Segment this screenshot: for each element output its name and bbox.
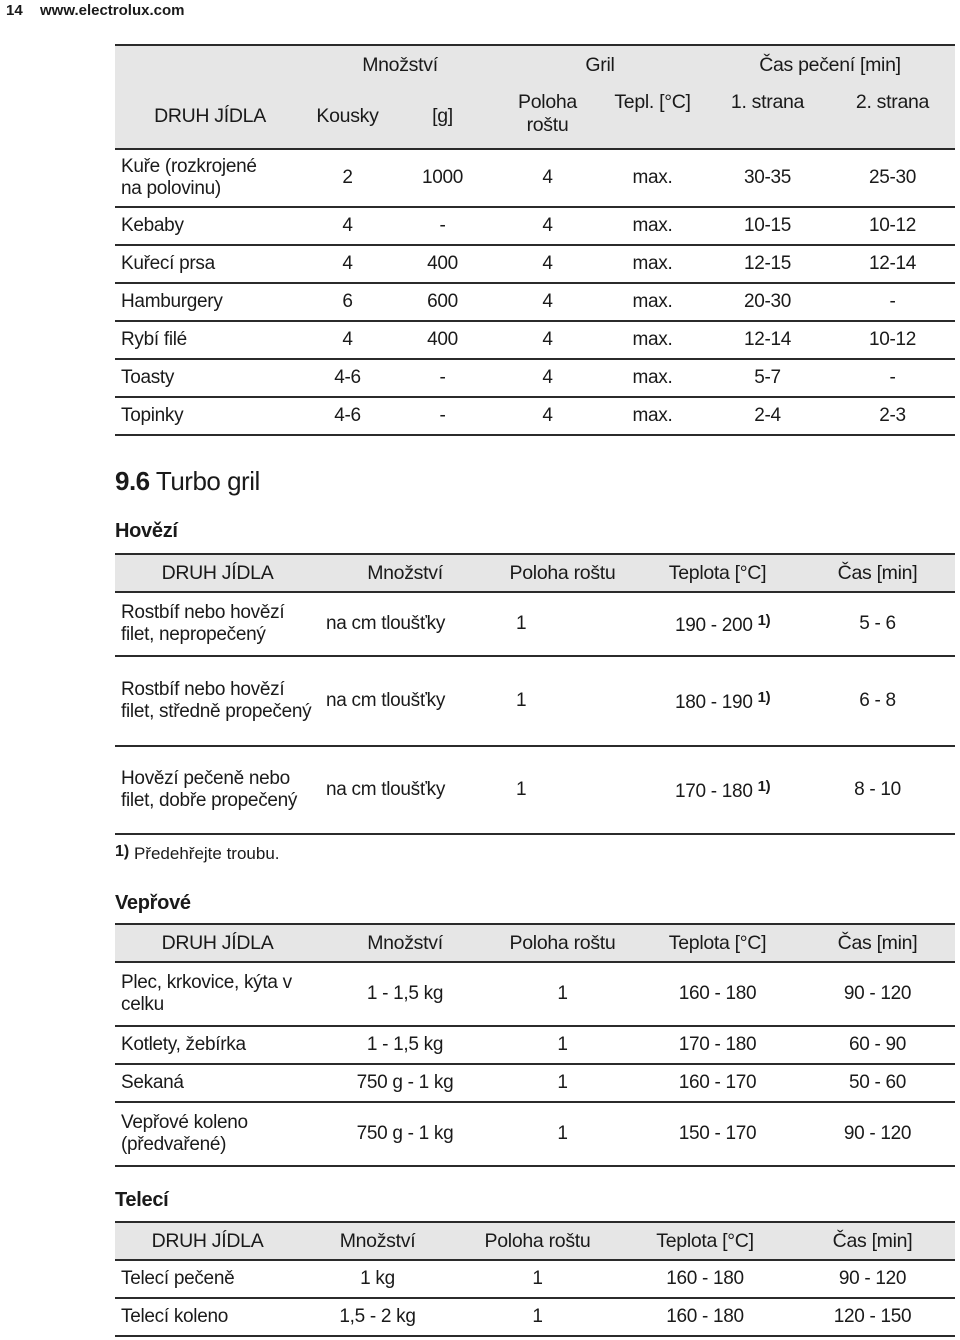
- cell-time: 6 - 8: [800, 656, 955, 746]
- cell-side1: 30-35: [743, 167, 792, 188]
- cell-weight: 1000: [421, 167, 464, 188]
- cell-side2: 25-30: [868, 167, 917, 188]
- cell-time: 5 - 6: [859, 613, 896, 634]
- cell-time: 8 - 10: [800, 746, 955, 834]
- cell-shelf: 1: [490, 746, 635, 834]
- cell-quantity: 750 g - 1 kg: [320, 1102, 490, 1166]
- cell-shelf: 4: [542, 167, 553, 188]
- cell-time: 90 - 120: [838, 1268, 907, 1289]
- cell-shelf: 4: [495, 397, 600, 435]
- cell-quantity: 1 - 1,5 kg: [320, 1026, 490, 1064]
- table-row: [115, 592, 955, 656]
- table-row: [115, 283, 955, 321]
- column-header: Množství: [320, 554, 490, 592]
- cell-food: Sekaná: [115, 1064, 320, 1102]
- cell-temp: max.: [600, 397, 705, 435]
- cell-food: Kotlety, žebírka: [115, 1026, 320, 1064]
- cell-pieces: 4-6: [305, 397, 390, 435]
- cell-quantity: 1 kg: [360, 1268, 395, 1289]
- cell-temp: [635, 656, 800, 746]
- cell-side2: 10-12: [830, 207, 955, 245]
- cell-shelf: 4: [495, 359, 600, 397]
- table-row: [115, 1026, 955, 1064]
- column-header: Čas [min]: [800, 924, 955, 962]
- cell-temp: 160 - 180: [678, 983, 757, 1004]
- beef-table: [115, 553, 955, 835]
- column-header: Poloha roštu: [490, 554, 635, 592]
- table-row: [115, 1260, 955, 1298]
- cell-pieces: 4-6: [305, 359, 390, 397]
- veal-table: [115, 1221, 955, 1337]
- cell-temp: [635, 592, 800, 656]
- column-header: [g]: [390, 85, 495, 149]
- table-row: [115, 746, 955, 834]
- cell-side2: 2-3: [830, 397, 955, 435]
- veal-heading: Telecí: [115, 1189, 169, 1211]
- cell-shelf: 1: [557, 983, 568, 1004]
- column-header: Množství: [300, 1222, 455, 1260]
- table-row: [115, 359, 955, 397]
- cell-side2: -: [830, 359, 955, 397]
- cell-temp: max.: [632, 167, 673, 188]
- column-header: DRUH JÍDLA: [115, 554, 320, 592]
- column-header: Kousky: [305, 85, 390, 149]
- cell-shelf: 1: [490, 1064, 635, 1102]
- cell-shelf: 1: [455, 1298, 620, 1336]
- footnote: [115, 843, 280, 864]
- section-number: 9.6: [115, 466, 150, 496]
- cell-food: Kuřecí prsa: [115, 245, 305, 283]
- cell-food: Vepřové koleno (předvařené): [115, 1102, 320, 1166]
- cell-weight: 400: [390, 321, 495, 359]
- cell-side1: 2-4: [705, 397, 830, 435]
- cell-side2: -: [830, 283, 955, 321]
- cell-pieces: 4: [305, 245, 390, 283]
- column-header: Teplota [°C]: [635, 554, 800, 592]
- section-heading: [115, 466, 260, 497]
- column-header: Množství: [320, 924, 490, 962]
- column-header: Čas [min]: [790, 1222, 955, 1260]
- cell-pieces: 2: [342, 167, 353, 188]
- group-header-time: Čas pečení [min]: [705, 45, 955, 85]
- cell-weight: 400: [390, 245, 495, 283]
- table-row: [115, 149, 955, 207]
- cell-side1: 5-7: [705, 359, 830, 397]
- cell-time: 60 - 90: [800, 1026, 955, 1064]
- table-row: [115, 656, 955, 746]
- cell-food: Telecí pečeně: [121, 1268, 235, 1289]
- cell-shelf: 1: [490, 1026, 635, 1064]
- column-header: Čas [min]: [800, 554, 955, 592]
- cell-food: Kebaby: [115, 207, 305, 245]
- cell-food: Kuře (rozkrojené na polovinu): [121, 156, 257, 199]
- column-header: DRUH JÍDLA: [115, 1222, 300, 1260]
- cell-temp: 160 - 180: [620, 1298, 790, 1336]
- cell-weight: -: [390, 359, 495, 397]
- grill-table: [115, 44, 955, 436]
- cell-shelf: 1: [490, 656, 635, 746]
- cell-food: Toasty: [115, 359, 305, 397]
- cell-shelf: 1: [516, 613, 527, 634]
- cell-temp: 170 - 180: [635, 1026, 800, 1064]
- column-header: Poloha roštu: [490, 924, 635, 962]
- column-header: Poloha roštu: [455, 1222, 620, 1260]
- cell-weight: 600: [390, 283, 495, 321]
- column-header: Poloha roštu: [495, 85, 600, 149]
- section-title: Turbo gril: [155, 466, 260, 496]
- column-header: DRUH JÍDLA: [115, 924, 320, 962]
- column-header: Teplota [°C]: [635, 924, 800, 962]
- table-row: [115, 962, 955, 1026]
- cell-time: 50 - 60: [800, 1064, 955, 1102]
- table-row: [115, 397, 955, 435]
- column-header: Teplota [°C]: [620, 1222, 790, 1260]
- cell-side1: 20-30: [705, 283, 830, 321]
- footnote-mark: 1): [115, 843, 130, 860]
- cell-temp: 160 - 180: [666, 1268, 744, 1289]
- cell-food: Hovězí pečeně nebo filet, dobře propečený: [115, 746, 320, 834]
- cell-temp: 160 - 170: [635, 1064, 800, 1102]
- cell-temp: [635, 746, 800, 834]
- cell-side1: 10-15: [705, 207, 830, 245]
- cell-food: Rostbíf nebo hovězí filet, nepropečený: [121, 602, 285, 645]
- cell-time: 90 - 120: [800, 1102, 955, 1166]
- footnote-ref: 1): [757, 688, 771, 706]
- cell-pieces: 4: [305, 321, 390, 359]
- cell-quantity: 750 g - 1 kg: [320, 1064, 490, 1102]
- cell-quantity: 1 - 1,5 kg: [366, 983, 444, 1004]
- beef-heading: Hovězí: [115, 520, 178, 542]
- cell-time: 90 - 120: [843, 983, 912, 1004]
- group-header-quantity: Množství: [305, 45, 495, 85]
- column-header: 1. strana: [705, 85, 830, 149]
- cell-quantity: 1,5 - 2 kg: [300, 1298, 455, 1336]
- cell-quantity: na cm tloušťky: [320, 746, 490, 834]
- cell-side1: 12-14: [705, 321, 830, 359]
- cell-temp: max.: [600, 207, 705, 245]
- footnote-ref: 1): [757, 611, 771, 629]
- cell-food: Rostbíf nebo hovězí filet, středně propečený: [115, 656, 320, 746]
- cell-weight: -: [390, 207, 495, 245]
- website-link[interactable]: www.electrolux.com: [40, 2, 185, 19]
- cell-shelf: 4: [495, 245, 600, 283]
- column-header: Tepl. [°C]: [600, 85, 705, 149]
- cell-pieces: 6: [305, 283, 390, 321]
- pork-table: [115, 923, 955, 1167]
- cell-pieces: 4: [305, 207, 390, 245]
- footnote-text: Předehřejte troubu.: [133, 844, 280, 863]
- cell-food: Rybí filé: [115, 321, 305, 359]
- cell-food: Topinky: [115, 397, 305, 435]
- cell-temp: max.: [600, 359, 705, 397]
- table-row: [115, 207, 955, 245]
- cell-shelf: 1: [532, 1268, 543, 1289]
- cell-food: Plec, krkovice, kýta v celku: [121, 972, 292, 1015]
- page-header: [0, 0, 960, 22]
- table-row: [115, 1298, 955, 1336]
- cell-side2: 12-14: [830, 245, 955, 283]
- cell-side2: 10-12: [830, 321, 955, 359]
- cell-temp: max.: [600, 321, 705, 359]
- cell-shelf: 4: [495, 283, 600, 321]
- cell-side1: 12-15: [705, 245, 830, 283]
- cell-shelf: 1: [490, 1102, 635, 1166]
- temp-value: 190 - 200: [675, 614, 753, 636]
- temp-value: 170 - 180: [675, 780, 753, 802]
- table-row: [115, 1064, 955, 1102]
- table-row: [115, 1102, 955, 1166]
- group-header-grill: Gril: [495, 45, 705, 85]
- cell-shelf: 4: [495, 207, 600, 245]
- temp-value: 180 - 190: [675, 691, 753, 713]
- cell-temp: 150 - 170: [635, 1102, 800, 1166]
- cell-time: 120 - 150: [790, 1298, 955, 1336]
- cell-quantity: na cm tloušťky: [326, 613, 446, 634]
- page-number: 14: [6, 2, 23, 19]
- table-row: [115, 321, 955, 359]
- column-header: DRUH JÍDLA: [115, 85, 305, 149]
- column-header: 2. strana: [830, 85, 955, 149]
- table-row: [115, 245, 955, 283]
- cell-food: Hamburgery: [115, 283, 305, 321]
- cell-quantity: na cm tloušťky: [320, 656, 490, 746]
- cell-shelf: 4: [495, 321, 600, 359]
- footnote-ref: 1): [757, 777, 771, 795]
- pork-heading: Vepřové: [115, 892, 191, 914]
- cell-temp: max.: [600, 245, 705, 283]
- cell-temp: max.: [600, 283, 705, 321]
- cell-food: Telecí koleno: [115, 1298, 300, 1336]
- cell-weight: -: [390, 397, 495, 435]
